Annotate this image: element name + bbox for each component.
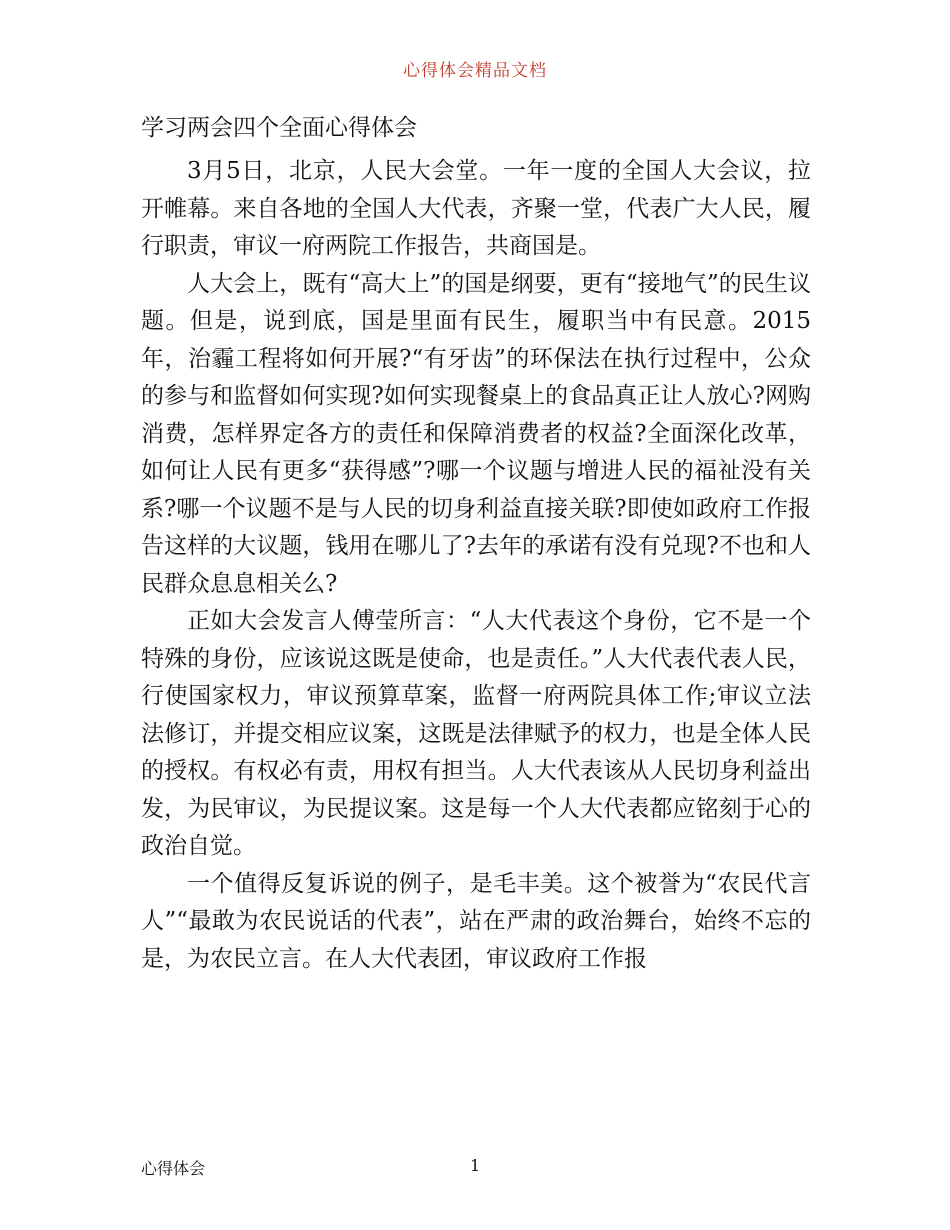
page-header: 心得体会精品文档 <box>403 61 547 81</box>
document-title: 学习两会四个全面心得体会 <box>141 115 417 141</box>
paragraph-3: 正如大会发言人傅莹所言：“人大代表这个身份，它不是一个特殊的身份，应该说这既是使命，也是责任。”人大代表代表人民，行使国家权力，审议预算草案，监督一府两院具体工作;审议立法法修订，并提交相应议案，这既是法律赋予的权力，也是全体人民的授权。有权必有责，用权有担当。人大代表该从人民切身利益出发，为民审议，为民提议案。这是每一个人大代表都应铭刻于心的政治自觉。 <box>141 608 811 859</box>
paragraph-1: 3月5日，北京，人民大会堂。一年一度的全国人大会议，拉开帷幕。来自各地的全国人大代表，齐聚一堂，代表广大人民，履行职责，审议一府两院工作报告，共商国是。 <box>141 158 811 259</box>
document-body <box>141 153 811 978</box>
page-number: 1 <box>470 1156 481 1175</box>
paragraph-4: 一个值得反复诉说的例子，是毛丰美。这个被誉为“农民代言人”“最敢为农民说话的代表”，站在严肃的政治舞台，始终不忘的是，为农民立言。在人大代表团，审议政府工作报 <box>141 870 811 972</box>
paragraph-2: 人大会上，既有“高大上”的国是纲要，更有“接地气”的民生议题。但是，说到底，国是里面有民生，履职当中有民意。2015年，治霾工程将如何开展?“有牙齿”的环保法在执行过程中，公众的参与和监督如何实现?如何实现餐桌上的食品真正让人放心?网购消费，怎样界定各方的责任和保障消费者的权益?全面深化改革，如何让人民有更多“获得感”?哪一个议题与增进人民的福祉没有关系?哪一个议题不是与人民的切身利益直接关联?即使如政府工作报告这样的大议题，钱用在哪儿了?去年的承诺有没有兑现?不也和人民群众息息相关么? <box>141 270 811 597</box>
page-footer-label: 心得体会 <box>141 1159 206 1178</box>
